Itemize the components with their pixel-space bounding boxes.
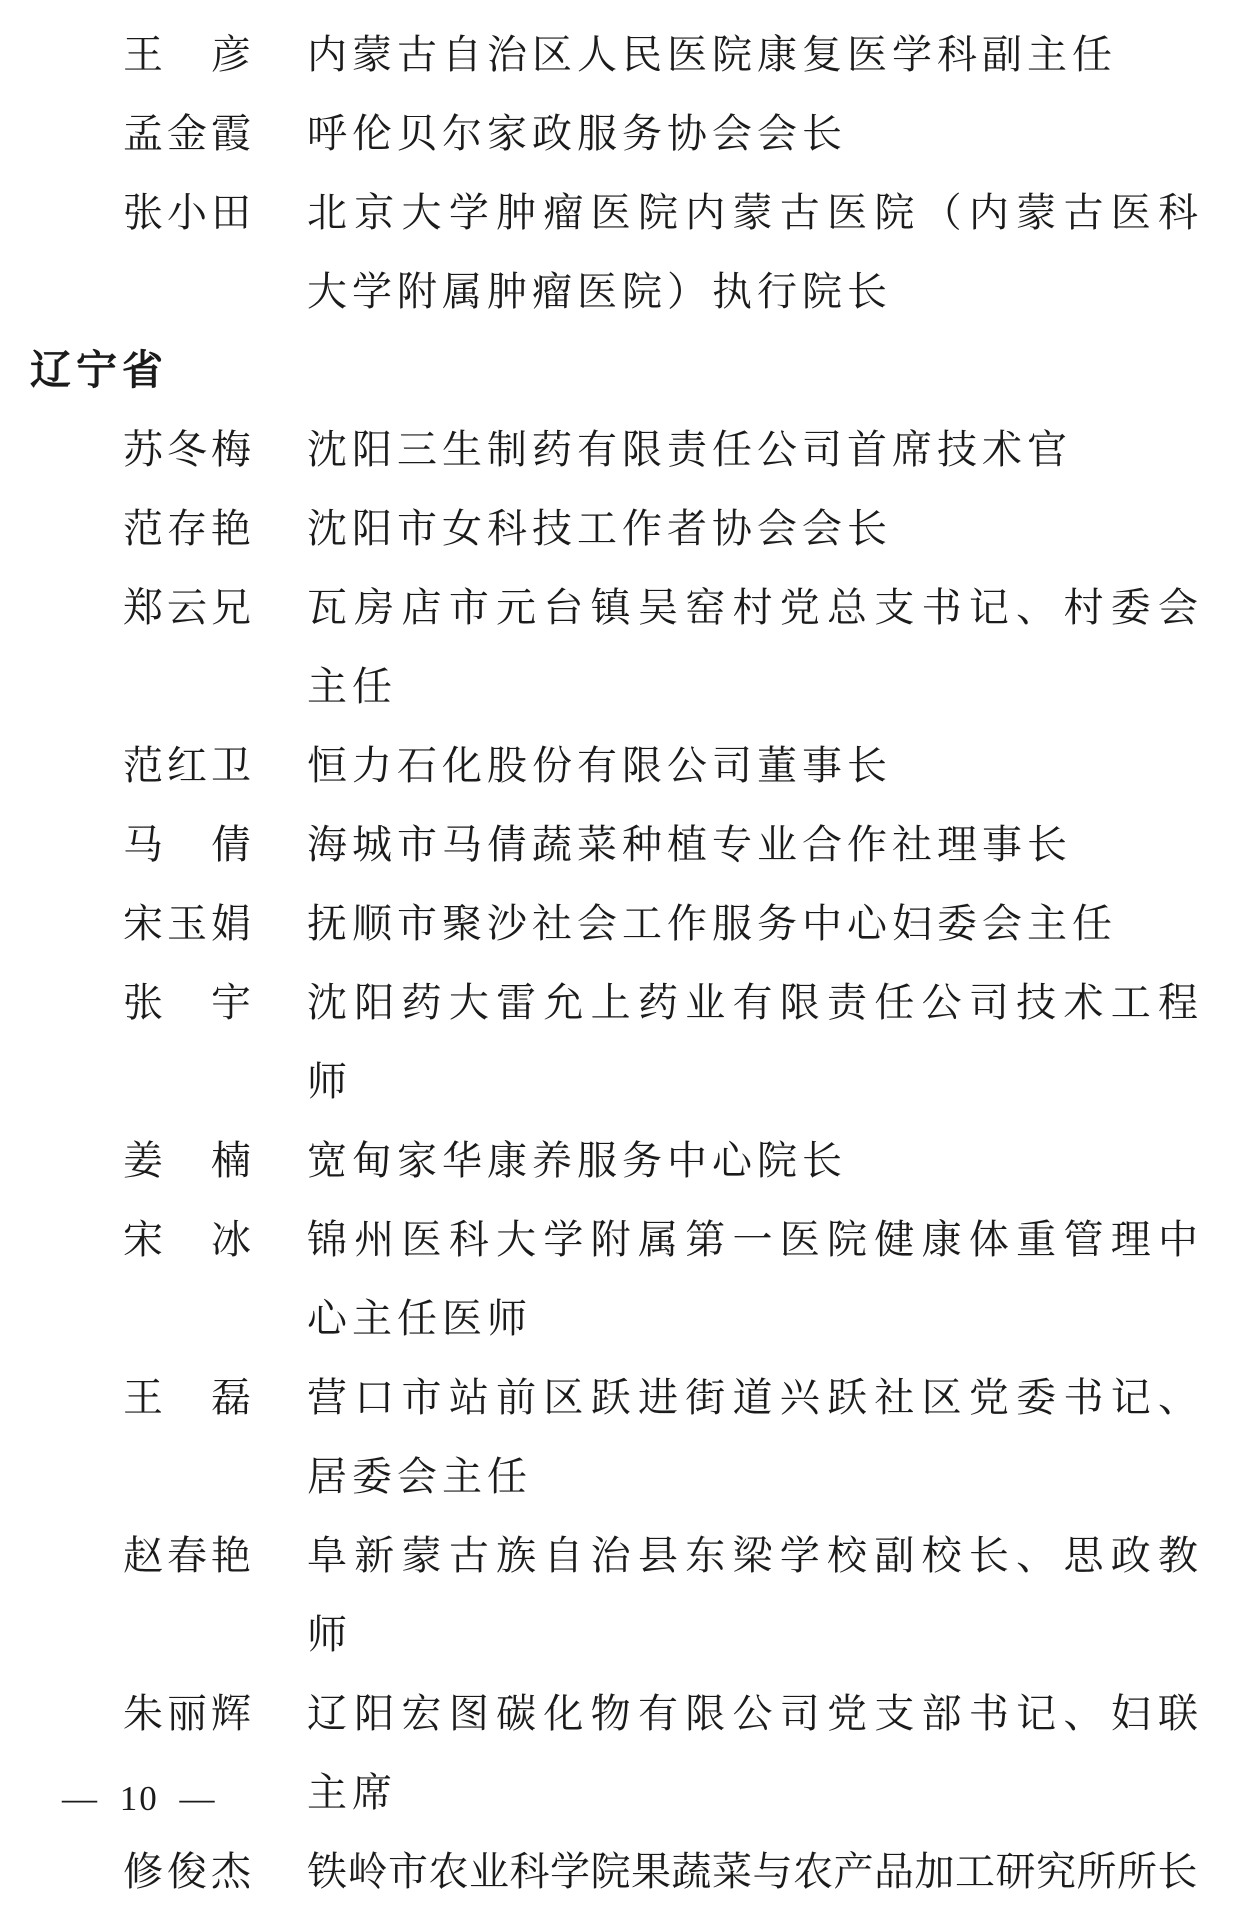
laureate-entry: [123, 805, 1242, 884]
laureate-entry: [123, 963, 1242, 1121]
laureate-entry: [123, 1832, 1242, 1911]
laureate-entry: [123, 1516, 1242, 1674]
laureate-title: 恒力石化股份有限公司董事长: [307, 743, 892, 788]
laureate-name: 范存艳: [123, 506, 255, 551]
laureate-entry: [123, 1200, 1242, 1358]
laureate-title: 北京大学肿瘤医院内蒙古医院（内蒙古医科大学附属肿瘤医院）执行院长: [307, 190, 1203, 314]
laureate-title: 内蒙古自治区人民医院康复医学科副主任: [307, 32, 1117, 77]
laureate-title: 宽甸家华康养服务中心院长: [307, 1138, 847, 1183]
laureate-name: 马 倩: [123, 822, 255, 867]
laureate-entry: [123, 726, 1242, 805]
laureate-title: 阜新蒙古族自治县东梁学校副校长、思政教师: [307, 1533, 1203, 1657]
laureate-name: 姜 楠: [123, 1138, 255, 1183]
laureate-title: 营口市站前区跃进街道兴跃社区党委书记、居委会主任: [307, 1375, 1203, 1499]
laureate-name: 修俊杰: [123, 1849, 255, 1894]
province-heading: 辽宁省: [30, 347, 168, 393]
laureate-entry: [123, 1674, 1242, 1832]
laureate-entry: [123, 410, 1242, 489]
laureate-name: 朱丽辉: [123, 1691, 255, 1736]
laureate-title: 沈阳市女科技工作者协会会长: [307, 506, 892, 551]
laureate-name: 宋玉娟: [123, 901, 255, 946]
laureate-name: 王 彦: [123, 32, 255, 77]
laureate-title: 呼伦贝尔家政服务协会会长: [307, 111, 847, 156]
laureate-name: 郑云兄: [123, 585, 255, 630]
page-number: — 10 —: [62, 1779, 217, 1818]
laureate-entry: [123, 15, 1242, 94]
laureate-name: 孟金霞: [123, 111, 255, 156]
document-body: [30, 15, 1242, 1911]
laureate-title: 铁岭市农业科学院果蔬菜与农产品加工研究所所长: [307, 1849, 1198, 1894]
laureate-title: 辽阳宏图碳化物有限公司党支部书记、妇联主席: [307, 1691, 1203, 1815]
laureate-name: 宋 冰: [123, 1217, 255, 1262]
laureate-title: 瓦房店市元台镇吴窑村党总支书记、村委会主任: [307, 585, 1203, 709]
laureate-entry: [123, 1121, 1242, 1200]
laureate-name: 张小田: [123, 190, 255, 235]
laureate-entry: [123, 884, 1242, 963]
laureate-name: 赵春艳: [123, 1533, 255, 1578]
laureate-title: 沈阳三生制药有限责任公司首席技术官: [307, 427, 1072, 472]
laureate-title: 锦州医科大学附属第一医院健康体重管理中心主任医师: [307, 1217, 1203, 1341]
laureate-name: 苏冬梅: [123, 427, 255, 472]
laureate-title: 海城市马倩蔬菜种植专业合作社理事长: [307, 822, 1072, 867]
laureate-name: 王 磊: [123, 1375, 255, 1420]
laureate-entry: [123, 489, 1242, 568]
laureate-name: 张 宇: [123, 980, 255, 1025]
laureate-title: 抚顺市聚沙社会工作服务中心妇委会主任: [307, 901, 1117, 946]
laureate-title: 沈阳药大雷允上药业有限责任公司技术工程师: [307, 980, 1203, 1104]
laureate-entry: [123, 173, 1242, 331]
laureate-entry: [123, 94, 1242, 173]
laureate-entry: [123, 1358, 1242, 1516]
laureate-name: 范红卫: [123, 743, 255, 788]
laureate-entry: [123, 568, 1242, 726]
